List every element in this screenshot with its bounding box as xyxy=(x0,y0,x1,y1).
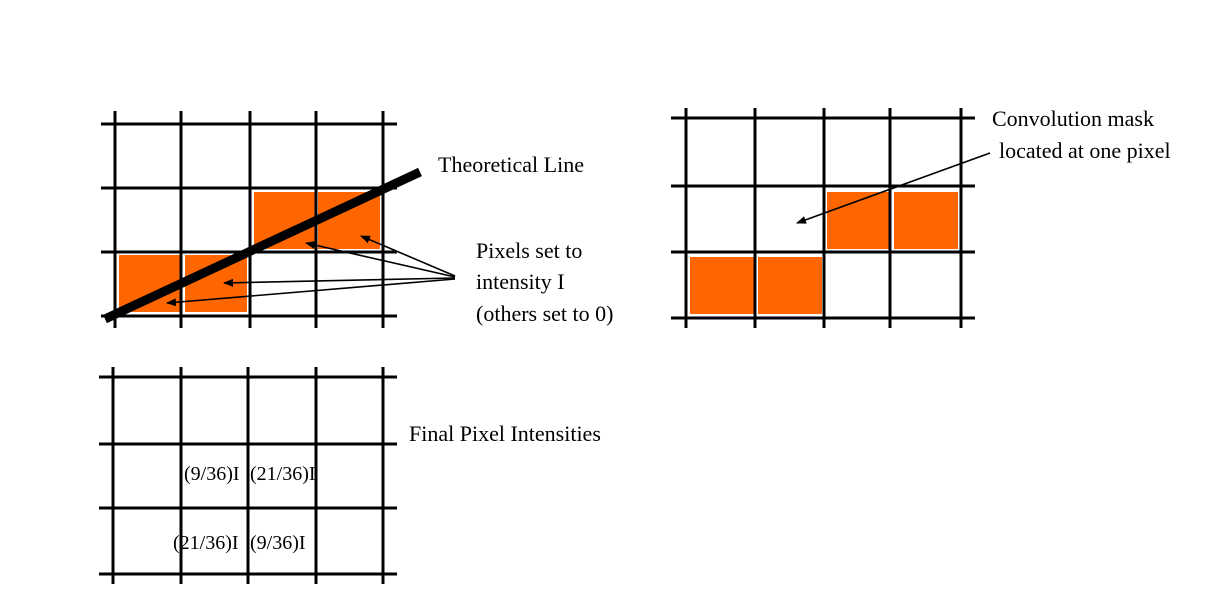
pixels-label-line-2: intensity I xyxy=(476,269,565,294)
pixels-label-line-3: (others set to 0) xyxy=(476,301,614,326)
intensity-value: (9/36)I xyxy=(250,532,306,554)
intensity-value: (9/36)I xyxy=(184,463,240,485)
intensity-value: (21/36)I xyxy=(250,463,316,485)
mask-label-line-1: Convolution mask xyxy=(992,106,1154,131)
scan-grid-panel xyxy=(101,111,455,328)
final-grid-panel xyxy=(99,367,397,584)
final-grid-lines xyxy=(99,367,397,584)
intensity-value: (21/36)I xyxy=(173,532,239,554)
final-intensities-title: Final Pixel Intensities xyxy=(409,421,601,446)
mask-label-line-2: located at one pixel xyxy=(999,138,1171,163)
theoretical-line-label: Theoretical Line xyxy=(438,152,584,177)
lit-pixel xyxy=(894,192,958,249)
lit-pixel xyxy=(758,257,822,314)
mask-grid-panel xyxy=(671,108,990,328)
pixels-label-line-1: Pixels set to xyxy=(476,238,583,263)
lit-pixel xyxy=(690,257,754,314)
